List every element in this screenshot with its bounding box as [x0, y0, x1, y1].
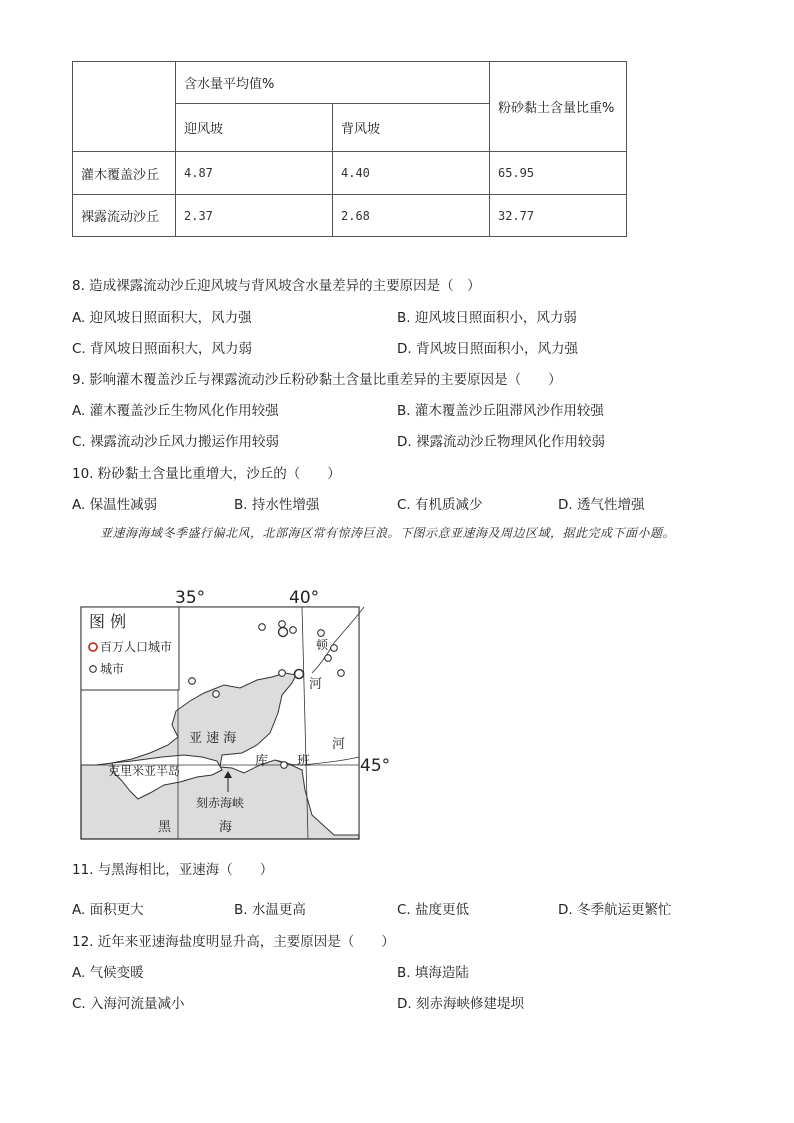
- cell-ratio: 65.95: [490, 152, 627, 195]
- question-9-stem: 9. 影响灌木覆盖沙丘与裸露流动沙丘粉砂黏土含量比重差异的主要原因是（ ）: [72, 372, 562, 388]
- city-marker: [290, 627, 297, 634]
- header-silt-clay: 粉砂黏土含量比重%: [490, 62, 627, 152]
- question-12-option-b[interactable]: B. 填海造陆: [397, 965, 469, 981]
- label-crimea: 克里米亚半岛: [108, 764, 181, 778]
- label-azov-sea: 亚 速 海: [189, 731, 237, 746]
- legend-city-icon: [90, 666, 97, 673]
- question-12-option-a[interactable]: A. 气候变暖: [72, 965, 144, 981]
- question-8-option-a[interactable]: A. 迎风坡日照面积大，风力强: [72, 310, 252, 326]
- question-8-option-d[interactable]: D. 背风坡日照面积小，风力强: [397, 341, 578, 357]
- question-10-stem: 10. 粉砂黏土含量比重增大，沙丘的（ ）: [72, 466, 341, 482]
- cell-leeward: 4.40: [333, 152, 490, 195]
- big-city-marker: [295, 670, 304, 679]
- question-10-option-c[interactable]: C. 有机质减少: [397, 497, 483, 513]
- question-12-option-c[interactable]: C. 入海河流量减小: [72, 996, 185, 1012]
- label-kuban-2: 班: [297, 754, 311, 769]
- city-marker: [331, 645, 338, 652]
- city-marker: [325, 655, 332, 662]
- lat-label-45: 45°: [360, 756, 391, 776]
- question-9-option-a[interactable]: A. 灌木覆盖沙丘生物风化作用较强: [72, 403, 279, 419]
- label-don-2: 河: [309, 677, 323, 692]
- city-marker: [189, 678, 196, 685]
- legend-city-label: 城市: [100, 662, 125, 676]
- legend-big-city-label: 百万人口城市: [100, 640, 173, 654]
- row-label: 裸露流动沙丘: [73, 195, 176, 237]
- lon-label-40: 40°: [289, 588, 320, 608]
- cell-windward: 2.37: [176, 195, 333, 237]
- label-kuban-3: 河: [332, 737, 346, 752]
- question-9-option-b[interactable]: B. 灌木覆盖沙丘阻滞风沙作用较强: [397, 403, 604, 419]
- question-9-option-d[interactable]: D. 裸露流动沙丘物理风化作用较弱: [397, 434, 605, 450]
- question-11-stem: 11. 与黑海相比，亚速海（ ）: [72, 862, 274, 878]
- table-row: [73, 195, 627, 237]
- question-11-option-d[interactable]: D. 冬季航运更繁忙: [558, 902, 672, 918]
- data-table: [72, 61, 627, 237]
- question-10-option-b[interactable]: B. 持水性增强: [234, 497, 320, 513]
- passage-text: 亚速海海域冬季盛行偏北风，北部海区常有惊涛巨浪。下图示意亚速海及周边区域，据此完成下面小题。: [100, 526, 676, 540]
- city-marker: [281, 762, 288, 769]
- question-8-option-b[interactable]: B. 迎风坡日照面积小，风力弱: [397, 310, 577, 326]
- header-leeward: 背风坡: [333, 104, 490, 152]
- question-8-stem: 8. 造成裸露流动沙丘迎风坡与背风坡含水量差异的主要原因是（ ）: [72, 278, 481, 294]
- city-marker: [279, 621, 286, 628]
- table-row: [73, 152, 627, 195]
- label-black-sea-1: 黑: [158, 820, 172, 835]
- question-10-option-d[interactable]: D. 透气性增强: [558, 497, 645, 513]
- city-marker: [279, 670, 286, 677]
- row-label: 灌木覆盖沙丘: [73, 152, 176, 195]
- question-8-option-c[interactable]: C. 背风坡日照面积大，风力弱: [72, 341, 253, 357]
- question-11-option-a[interactable]: A. 面积更大: [72, 902, 144, 918]
- legend-title: 图 例: [89, 612, 127, 631]
- azov-sea-map: [72, 585, 391, 847]
- label-kerch-strait: 刻赤海峡: [196, 796, 245, 810]
- cell-leeward: 2.68: [333, 195, 490, 237]
- header-windward: 迎风坡: [176, 104, 333, 152]
- city-marker: [338, 670, 345, 677]
- header-water-content: 含水量平均值%: [176, 62, 490, 104]
- label-kuban-1: 库: [255, 754, 269, 769]
- question-10-option-a[interactable]: A. 保温性减弱: [72, 497, 158, 513]
- question-11-option-b[interactable]: B. 水温更高: [234, 902, 306, 918]
- label-black-sea-2: 海: [219, 820, 233, 835]
- legend-big-city-icon: [89, 643, 97, 651]
- cell-ratio: 32.77: [490, 195, 627, 237]
- label-don-1: 顿: [316, 638, 329, 652]
- question-12-stem: 12. 近年来亚速海盐度明显升高，主要原因是（ ）: [72, 934, 395, 950]
- cell-windward: 4.87: [176, 152, 333, 195]
- table-corner: [73, 62, 176, 152]
- lon-label-35: 35°: [175, 588, 206, 608]
- city-marker: [318, 630, 325, 637]
- big-city-marker: [279, 628, 288, 637]
- city-marker: [213, 691, 220, 698]
- question-9-option-c[interactable]: C. 裸露流动沙丘风力搬运作用较弱: [72, 434, 280, 450]
- question-12-option-d[interactable]: D. 刻赤海峡修建堤坝: [397, 996, 524, 1012]
- question-11-option-c[interactable]: C. 盐度更低: [397, 902, 470, 918]
- city-marker: [259, 624, 266, 631]
